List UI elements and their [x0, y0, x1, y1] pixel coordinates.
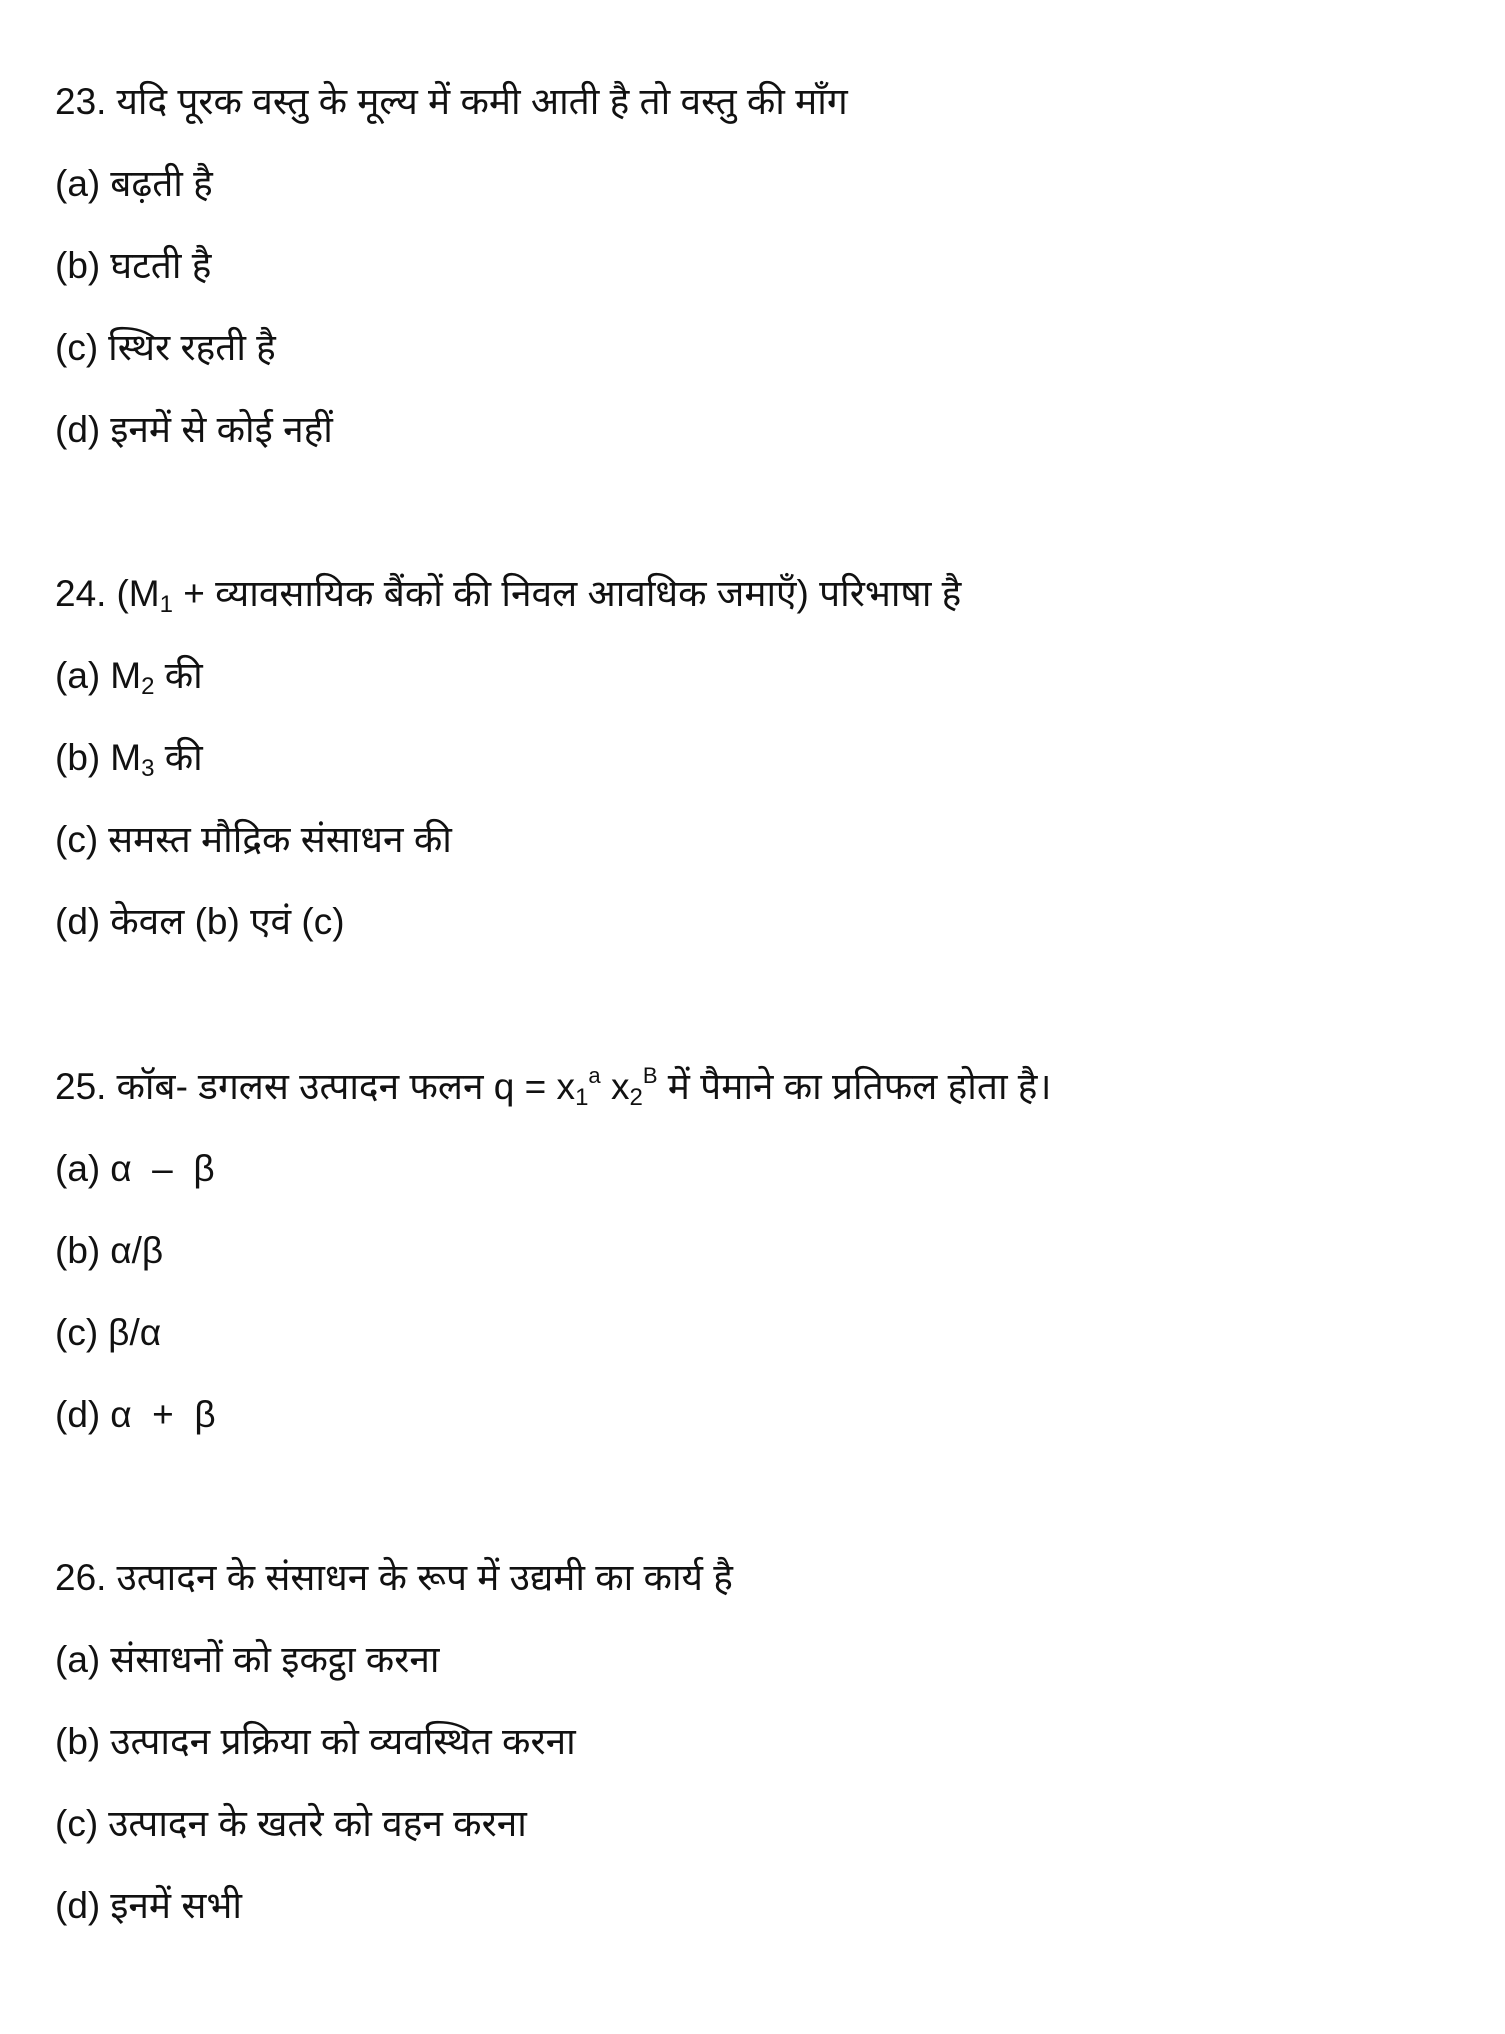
option-label: (d): [55, 1885, 101, 1926]
option-b: [55, 1712, 733, 1794]
option-label: (d): [55, 409, 101, 450]
question-text: [55, 1057, 1051, 1139]
question-number: 24.: [55, 573, 107, 614]
subscript: 2: [141, 673, 155, 700]
option-c: [55, 318, 848, 400]
question-number: 26.: [55, 1557, 107, 1598]
option-label: (c): [55, 327, 99, 368]
option-text: बढ़ती है: [110, 163, 213, 204]
option-label: (b): [55, 737, 101, 778]
option-text: संसाधनों को इकट्ठा करना: [110, 1639, 440, 1680]
option-text: उत्पादन के खतरे को वहन करना: [108, 1803, 527, 1844]
question-number: 23.: [55, 81, 107, 122]
option-text: स्थिर रहती है: [108, 327, 276, 368]
option-label: (a): [55, 655, 101, 696]
superscript: B: [642, 1063, 658, 1088]
subscript: 1: [159, 591, 173, 618]
option-label: (b): [55, 1230, 101, 1271]
option-text: α + β: [110, 1394, 216, 1435]
subscript: 3: [141, 755, 155, 782]
option-text: की: [154, 737, 203, 778]
option-label: (d): [55, 1394, 101, 1435]
option-a: [55, 646, 961, 728]
option-label: (b): [55, 245, 101, 286]
option-text: M: [110, 655, 142, 696]
option-text: α/β: [110, 1230, 164, 1271]
option-label: (c): [55, 1803, 99, 1844]
option-d: [55, 1876, 733, 1958]
question-number: 25.: [55, 1066, 107, 1107]
option-b: [55, 1221, 1051, 1303]
question-stem-part: x: [600, 1066, 630, 1107]
option-d: [55, 892, 961, 974]
option-label: (a): [55, 1148, 101, 1189]
option-label: (c): [55, 1312, 99, 1353]
subscript: 1: [575, 1084, 589, 1111]
option-c: [55, 1794, 733, 1876]
question-text: [55, 564, 961, 646]
option-text: की: [154, 655, 203, 696]
question-26: [55, 1548, 733, 1958]
question-text: [55, 72, 848, 154]
option-c: [55, 1303, 1051, 1385]
question-24: [55, 564, 961, 974]
option-label: (a): [55, 1639, 101, 1680]
question-stem-part: में पैमाने का प्रतिफल होता है।: [657, 1066, 1052, 1107]
superscript: a: [588, 1063, 601, 1088]
subscript: 2: [629, 1084, 643, 1111]
option-a: [55, 1139, 1051, 1221]
option-b: [55, 728, 961, 810]
question-text: [55, 1548, 733, 1630]
question-stem-part: + व्यावसायिक बैंकों की निवल आवधिक जमाएँ) परिभाषा है: [172, 573, 962, 614]
option-label: (b): [55, 1721, 101, 1762]
option-label: (d): [55, 901, 101, 942]
option-text: केवल (b) एवं (c): [110, 901, 345, 942]
option-d: [55, 1385, 1051, 1467]
option-text: β/α: [108, 1312, 162, 1353]
question-stem: यदि पूरक वस्तु के मूल्य में कमी आती है तो वस्तु की माँग: [116, 81, 848, 122]
option-text: घटती है: [110, 245, 212, 286]
option-label: (a): [55, 163, 101, 204]
option-text: α – β: [110, 1148, 215, 1189]
option-text: इनमें से कोई नहीं: [110, 409, 333, 450]
option-a: [55, 1630, 733, 1712]
option-text: उत्पादन प्रक्रिया को व्यवस्थित करना: [110, 1721, 576, 1762]
option-text: M: [110, 737, 142, 778]
option-d: [55, 400, 848, 482]
option-text: इनमें सभी: [110, 1885, 242, 1926]
question-23: [55, 72, 848, 482]
option-label: (c): [55, 819, 99, 860]
question-25: [55, 1057, 1051, 1467]
question-stem-part: (M: [116, 573, 160, 614]
option-b: [55, 236, 848, 318]
question-stem: उत्पादन के संसाधन के रूप में उद्यमी का कार्य है: [116, 1557, 733, 1598]
question-stem-part: कॉब- डगलस उत्पादन फलन q = x: [116, 1066, 576, 1107]
option-c: [55, 810, 961, 892]
option-a: [55, 154, 848, 236]
option-text: समस्त मौद्रिक संसाधन की: [108, 819, 452, 860]
